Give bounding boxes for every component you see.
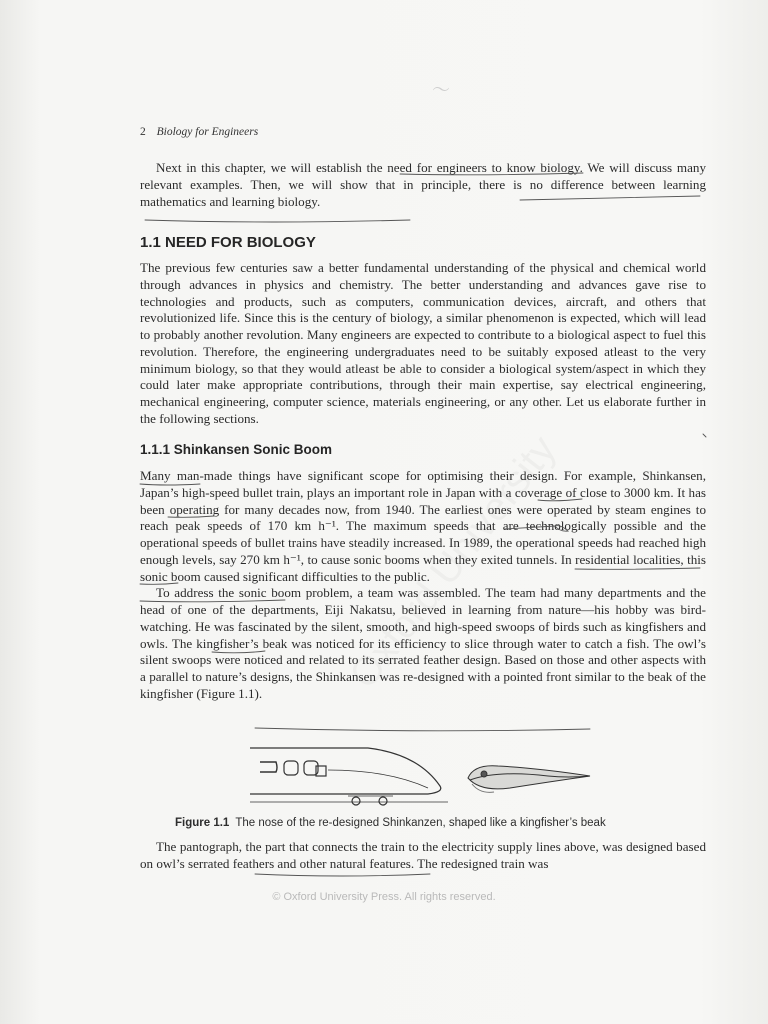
- section-heading: 1.1 NEED FOR BIOLOGY: [140, 234, 316, 251]
- subsection-paragraph-2: To address the sonic boom problem, a team was assembled. The team had many departments and the head of one of the departments, Eiji Nakatsu, believed in learning from nature—his hobby was bird-watching. He was fascinated by the silent, smooth, and high-speed swoops of birds such as kingfishers and owls. The kingfisher’s beak was noticed for its efficiency to slice through water to catch a fish. The owl’s silent swoops were noticed and related to its serrated feather design. Based on those and other aspects with a parallel to nature’s designs, the Shinkansen was re-designed with a pointed front similar to the beak of the kingfisher (Figure 1.1).: [140, 585, 706, 701]
- subsection-body: [140, 468, 706, 703]
- page-number: 2: [140, 126, 146, 138]
- figure-label: Figure 1.1: [175, 817, 230, 829]
- intro-paragraph: Next in this chapter, we will establish the need for engineers to know biology. We will discuss many relevant examples. Then, we will show that in principle, there is no difference between learning mathematics and learning biology.: [140, 160, 706, 209]
- subsection-paragraph-1: Many man-made things have significant scope for optimising their design. For example, Shinkansen, Japan’s high-speed bullet train, plays an important role in Japan with a coverage of close to 3000 km. It has been operating for many decades now, from 1940. The earliest ones were operated by steam engines to reach peak speeds of 170 km h⁻¹. The maximum speeds that are technologically possible and the operational speeds of bullet trains have steadily increased. In 1989, the operational speeds had reached high enough levels, say 270 km h⁻¹, to cause sonic booms when they exited tunnels. In residential localities, this sonic boom caused significant difficulties to the public.: [140, 468, 706, 584]
- copyright-notice: © Oxford University Press. All rights reserved.: [272, 891, 496, 903]
- subsection-heading: 1.1.1 Shinkansen Sonic Boom: [140, 442, 333, 457]
- book-title: Biology for Engineers: [156, 126, 259, 138]
- figure-caption-text: The nose of the re-designed Shinkanzen, shaped like a kingfisher’s beak: [235, 817, 606, 829]
- figure-illustration: [248, 740, 593, 812]
- final-block: [140, 839, 706, 873]
- intro-block: [140, 160, 706, 210]
- running-head: [140, 126, 258, 138]
- section-body: [140, 260, 706, 428]
- pen-mark: 〜: [432, 80, 450, 101]
- final-paragraph: The pantograph, the part that connects the train to the electricity supply lines above, was designed based on owl’s serrated feathers and other natural features. The redesigned train was: [140, 839, 706, 871]
- section-paragraph: The previous few centuries saw a better fundamental understanding of the physical and chemical world through advances in physics and chemistry. The better understanding and advances gave rise to technologies and products, such as computers, communication devices, aircraft, and others that revolutionized life. Since this is the century of biology, a similar phenomenon is expected, which will lead to probably another revolution. Many engineers are expected to contribute to a biological aspect to fuel this revolution. Therefore, the engineering undergraduates need to be suitably exposed atleast to the very minimum biology, so that they would atleast be able to consider a biological system/aspect in which they could later make appropriate contributions, through their main expertise, say electrical engineering, mechanical engineering, computer science, materials engineering, or any other. Let us elaborate further in the following sections.: [140, 260, 706, 426]
- train-nose-drawing: [250, 748, 448, 805]
- kingfisher-beak-drawing: [468, 766, 590, 793]
- figure-caption: [175, 817, 606, 829]
